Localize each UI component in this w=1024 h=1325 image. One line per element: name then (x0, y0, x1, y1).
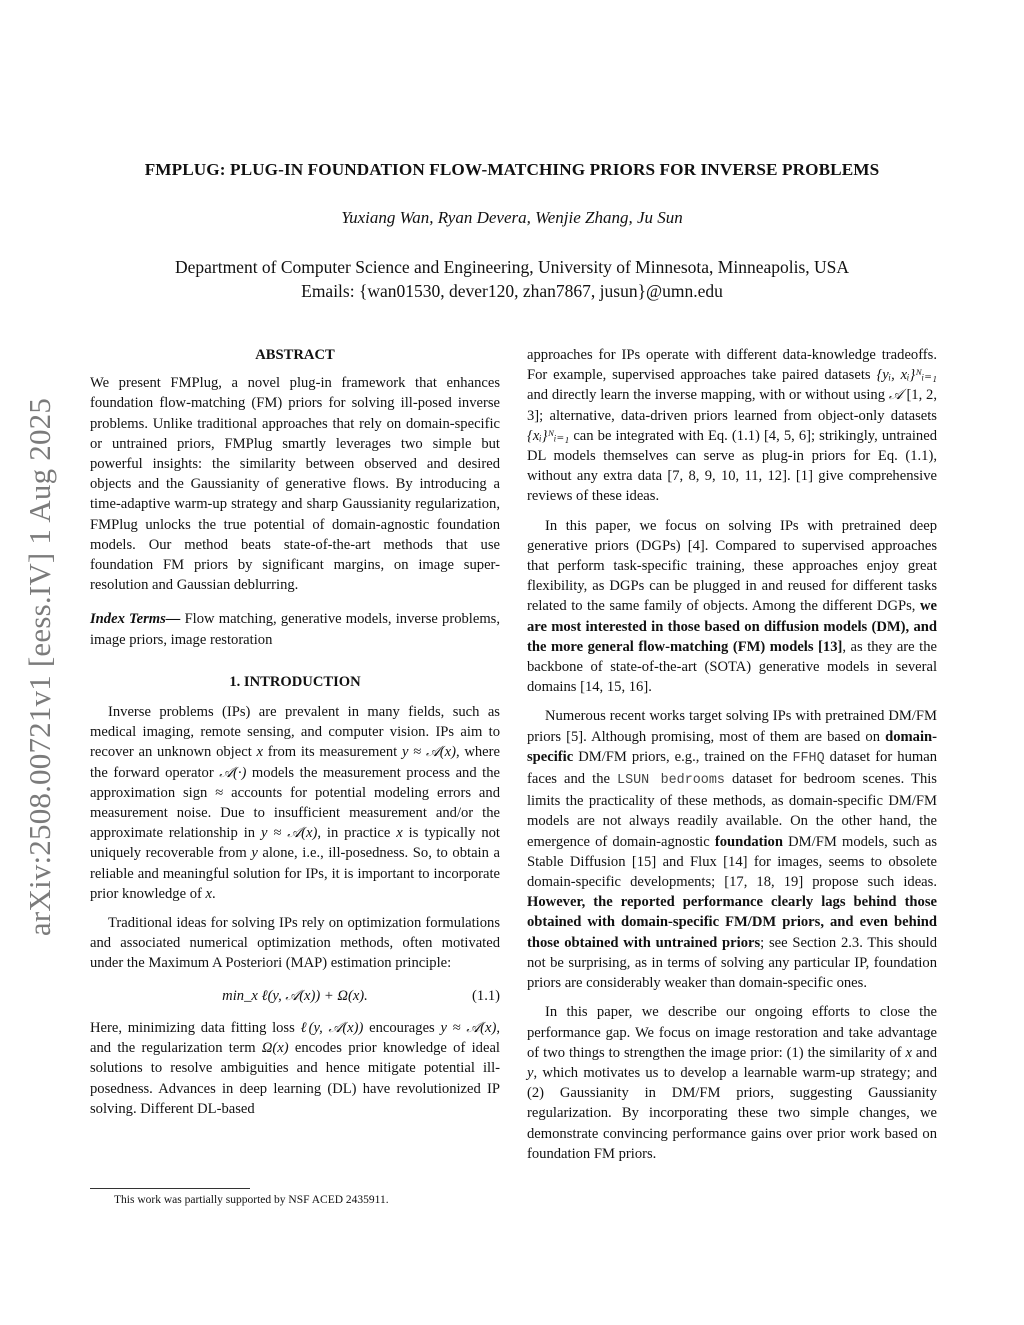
author-list: Yuxiang Wan, Ryan Devera, Wenjie Zhang, Ju Sun (341, 208, 683, 227)
affiliation-block (0, 255, 1024, 303)
equation-number: (1.1) (472, 987, 500, 1004)
footnote-divider (90, 1188, 250, 1189)
right-paragraph-4: In this paper, we describe our ongoing efforts to close the performance gap. We focus on image restoration and take advantage of two things to strengthen the image prior: (1) the similarity of x and y, which motivates us to develop a learnable warm-up strategy; and (2) Gaussianity in DM/FM priors, suggesting Gaussianity regularization. By incorporating these two simple changes, we demonstrate convincing performance gains over prior work based on foundation FM priors. (527, 1004, 937, 1162)
abstract-heading: ABSTRACT (255, 347, 335, 363)
index-terms-label: Index Terms— (90, 611, 181, 628)
index-terms (90, 609, 500, 649)
footnote: This work was partially supported by NSF ACED 2435911. (114, 1194, 389, 1206)
right-paragraph-2: In this paper, we focus on solving IPs with pretrained deep generative priors (DGPs) [4]. Compared to supervised approaches that perform task-specific training, these approaches enjoy great flexibility, as DGPs can be plugged in and reused for different tasks related to the same family of objects. Among the different DGPs, we are most interested in those based on diffusion models (DM), and the more general flow-matching (FM) models [13], as they are the backbone of state-of-the-art (SOTA) generative models in several domains [14, 15, 16]. (527, 517, 937, 696)
equation-body: min_x ℓ(y, 𝒜(x)) + Ω(x). (222, 987, 368, 1004)
emails: Emails: {wan01530, dever120, zhan7867, jusun}@umn.edu (301, 281, 723, 301)
arxiv-identifier: arXiv:2508.00721v1 [eess.IV] 1 Aug 2025 (22, 397, 57, 937)
intro-paragraph-2: Traditional ideas for solving IPs rely on optimization formulations and associated numerical optimization methods, often motivated under the Maximum A Posteriori (MAP) estimation principle: (90, 915, 500, 972)
right-paragraph-1: approaches for IPs operate with different data-knowledge tradeoffs. For example, supervised approaches take paired datasets {yᵢ, xᵢ}ᴺᵢ₌₁ and directly learn the inverse mapping, with or without using 𝒜 [1, 2, 3]; alternative, data-driven priors learned from object-only datasets {xᵢ}ᴺᵢ₌₁ can be integrated with Eq. (1.1) [4, 5, 6]; strikingly, untrained DL models themselves can serve as plug-in priors for Eq. (1.1), without any extra data [7, 8, 9, 10, 11, 12]. [1] give comprehensive reviews of these ideas. (527, 347, 937, 505)
intro-paragraph-3: Here, minimizing data fitting loss ℓ(y, 𝒜(x)) encourages y ≈ 𝒜(x), and the regularization term Ω(x) encodes prior knowledge of ideal solutions to resolve ambiguities and hence mitigate potential ill-posedness. Advances in deep learning (DL) have revolutionized IP solving. Different DL-based (90, 1019, 500, 1117)
paper-title: FMPLUG: PLUG-IN FOUNDATION FLOW-MATCHING PRIORS FOR INVERSE PROBLEMS (144, 160, 880, 179)
index-terms-text: Flow matching, generative models, inverse problems, image priors, image restoration (90, 611, 501, 648)
right-paragraph-3: Numerous recent works target solving IPs with pretrained DM/FM priors [5]. Although promising, most of them are based on domain-specific DM/FM priors, e.g., trained on the FFHQ dataset for human faces and the LSUN bedrooms dataset for bedroom scenes. This limits the practicality of these methods, as domain-specific DM/FM models are not always readily available. On the other hand, the emergence of domain-agnostic foundation DM/FM models, such as Stable Diffusion [15] and Flux [14] for images, seems to obsolete domain-specific developments; [17, 18, 19] propose such ideas. However, the reported performance clearly lags behind those obtained with domain-specific FM/DM priors, and even behind those obtained with untrained priors; see Section 2.3. This should not be surprising, as in terms of solving any particular IP, foundation priors are considerably weaker than domain-specific ones. (527, 708, 938, 992)
intro-heading: 1. INTRODUCTION (229, 673, 361, 690)
left-column (90, 345, 500, 1119)
equation-1-1 (90, 986, 500, 1006)
abstract-text: We present FMPlug, a novel plug-in framework that enhances foundation flow-matching (FM) priors for solving ill-posed inverse problems. Unlike traditional approaches that rely on domain-specific or untrained priors, FMPlug smartly leverages two simple but powerful insights: the similarity between observed and desired objects and the Gaussianity of generative flows. By introducing a time-adaptive warm-up strategy and sharp Gaussianity regularization, FMPlug unlocks the true potential of domain-agnostic foundation models. Our method beats state-of-the-art methods that use foundation FM priors by significant margins, on image super-resolution and Gaussian deblurring. (90, 375, 500, 594)
right-column (527, 345, 937, 1164)
intro-paragraph-1: Inverse problems (IPs) are prevalent in many fields, such as medical imaging, remote sensing, and computer vision. IPs aim to recover an unknown object x from its measurement y ≈ 𝒜(x), where the forward operator 𝒜(·) models the measurement process and the approximation sign ≈ accounts for potential modeling errors and measurement noise. Due to insufficient measurement and/or the approximate relationship in y ≈ 𝒜(x), in practice x is typically not uniquely recoverable from y alone, i.e., ill-posedness. So, to obtain a reliable and meaningful solution for IPs, it is important to incorporate prior knowledge of x. (90, 704, 501, 902)
affiliation: Department of Computer Science and Engineering, University of Minnesota, Minneapolis, USA (174, 257, 850, 277)
arxiv-sidebar (8, 367, 72, 967)
